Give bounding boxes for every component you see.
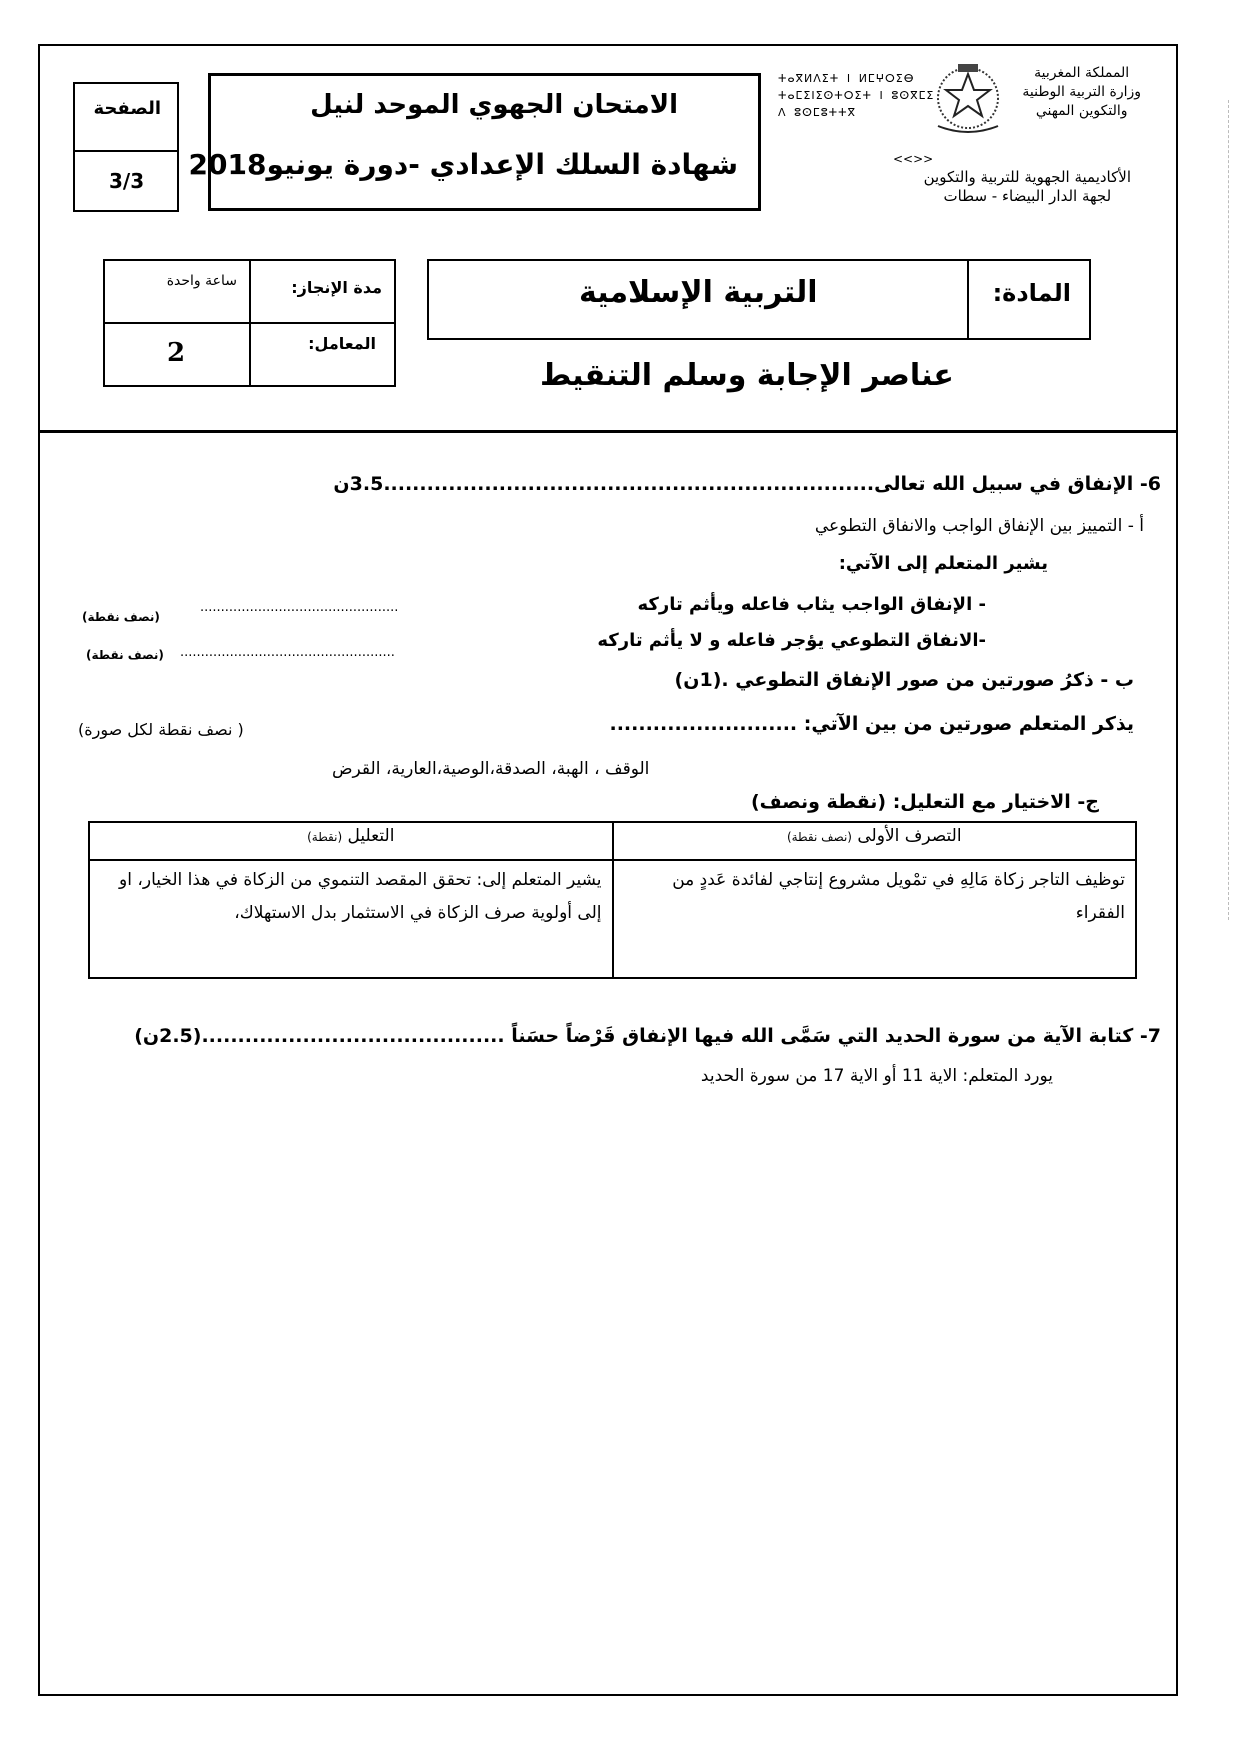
page-label: الصفحة xyxy=(93,98,161,119)
coef-label: المعامل: xyxy=(308,334,376,353)
col2-score: (نقطة) xyxy=(307,830,343,844)
subject-label: المادة: xyxy=(992,279,1071,307)
q7-title: 7- كتابة الآية من سورة الحديد التي سَمَّى الله فيها الإنفاق قَرْضاً حسَناً ..........................................(2.5ن) xyxy=(134,1025,1161,1047)
table-row xyxy=(89,860,1136,978)
ministry-line-1: المملكة المغربية xyxy=(1034,65,1130,81)
exam-title-line-1: الامتحان الجهوي الموحد لنيل xyxy=(310,90,678,120)
page-label-box xyxy=(73,82,179,152)
col1-header xyxy=(613,822,1137,860)
coef-value: 2 xyxy=(167,338,186,368)
answer-table xyxy=(88,821,1137,979)
academy-block xyxy=(924,168,1131,206)
q6-part-a: أ - التمييز بين الإنفاق الواجب والانفاق التطوعي xyxy=(814,516,1144,536)
q6-a-line1-score: (نصف نقطة) xyxy=(82,610,160,624)
answer-key-title: عناصر الإجابة وسلم التنقيط xyxy=(540,358,954,393)
coef-value-cell xyxy=(103,322,251,387)
col2-cell: يشير المتعلم إلى: تحقق المقصد التنموي من الزكاة في هذا الخيار، او إلى أولوية صرف الزكاة في الاستثمار بدل الاستهلاك، xyxy=(89,860,613,978)
q6-a-line2-score: (نصف نقطة) xyxy=(86,648,164,662)
scan-edge-line xyxy=(1228,100,1229,920)
q6-a-line2: -الانفاق التطوعي يؤجر فاعله و لا يأثم تاركه xyxy=(597,630,986,651)
col2-header xyxy=(89,822,613,860)
ministry-line-2: وزارة التربية الوطنية xyxy=(1022,84,1141,100)
ministry-tifinagh xyxy=(778,70,934,121)
col1-cell: توظيف التاجر زكاة مَالِهِ في تمْويل مشروع إنتاجي لفائدة عَددٍ من الفقراء xyxy=(613,860,1137,978)
moroccan-coat-of-arms-emblem xyxy=(928,60,1008,138)
q6-title: 6- الإنفاق في سبيل الله تعالى....................................................................3.5ن xyxy=(333,473,1161,495)
subject-value: التربية الإسلامية xyxy=(579,275,818,310)
duration-label-cell xyxy=(249,259,396,324)
subject-value-box xyxy=(427,259,969,340)
q6-points-to: يشير المتعلم إلى الآتي: xyxy=(838,553,1048,574)
academy-line-1: الأكاديمية الجهوية للتربية والتكوين xyxy=(923,168,1131,186)
table-header-row xyxy=(89,822,1136,860)
duration-label: مدة الإنجاز: xyxy=(291,278,382,297)
academy-line-2: لجهة الدار البيضاء - سطات xyxy=(943,187,1112,205)
q6-b-score: ( نصف نقطة لكل صورة) xyxy=(78,720,244,739)
q6-a-line2-dots: .................................................... xyxy=(180,645,395,660)
col1-head-text: التصرف الأولى xyxy=(857,826,962,846)
ministry-line-3: والتكوين المهني xyxy=(1035,103,1128,119)
col1-score: (نصف نقطة) xyxy=(786,830,852,844)
q6-part-c: ج- الاختيار مع التعليل: (نقطة ونصف) xyxy=(750,791,1099,813)
duration-value: ساعة واحدة xyxy=(166,273,237,289)
duration-value-cell xyxy=(103,259,251,324)
q7-answer: يورد المتعلم: الاية 11 أو الاية 17 من سورة الحديد xyxy=(700,1066,1053,1086)
exam-title-box xyxy=(188,73,761,211)
header-divider xyxy=(38,430,1178,433)
col2-head-text: التعليل xyxy=(347,826,395,846)
tifinagh-line-2: ⵜⴰⵎⵉⵏⵉⵙⵜⵔⵉⵜ ⵏ ⵓⵙⴳⵎⵉ xyxy=(778,89,935,102)
q6-a-line1-dots: ................................................ xyxy=(200,600,399,615)
page-number-box xyxy=(73,150,179,212)
q6-b-examples: الوقف ، الهبة، الصدقة،الوصية،العارية، القرض xyxy=(332,759,650,779)
coef-label-cell xyxy=(249,322,396,387)
exam-title-line-2: شهادة السلك الإعدادي -دورة يونيو2018 xyxy=(188,148,738,181)
tifinagh-line-3: ⴷ ⵓⵙⵎⵓⵜⵜⴳ xyxy=(778,106,857,119)
page-number: 3/3 xyxy=(109,169,145,193)
tifinagh-line-1: ⵜⴰⴳⵍⴷⵉⵜ ⵏ ⵍⵎⵖⵔⵉⴱ xyxy=(778,72,915,85)
q6-a-line1: - الإنفاق الواجب يثاب فاعله ويأثم تاركه xyxy=(637,594,986,615)
q6-b-line: يذكر المتعلم صورتين من بين الآتي: .......................... xyxy=(609,713,1134,735)
subject-label-box xyxy=(967,259,1091,340)
ministry-arabic xyxy=(1022,64,1141,121)
q6-part-b: ب - ذكرُ صورتين من صور الإنفاق التطوعي .(1ن) xyxy=(674,669,1134,691)
separator-mark: <<>> xyxy=(893,152,934,166)
